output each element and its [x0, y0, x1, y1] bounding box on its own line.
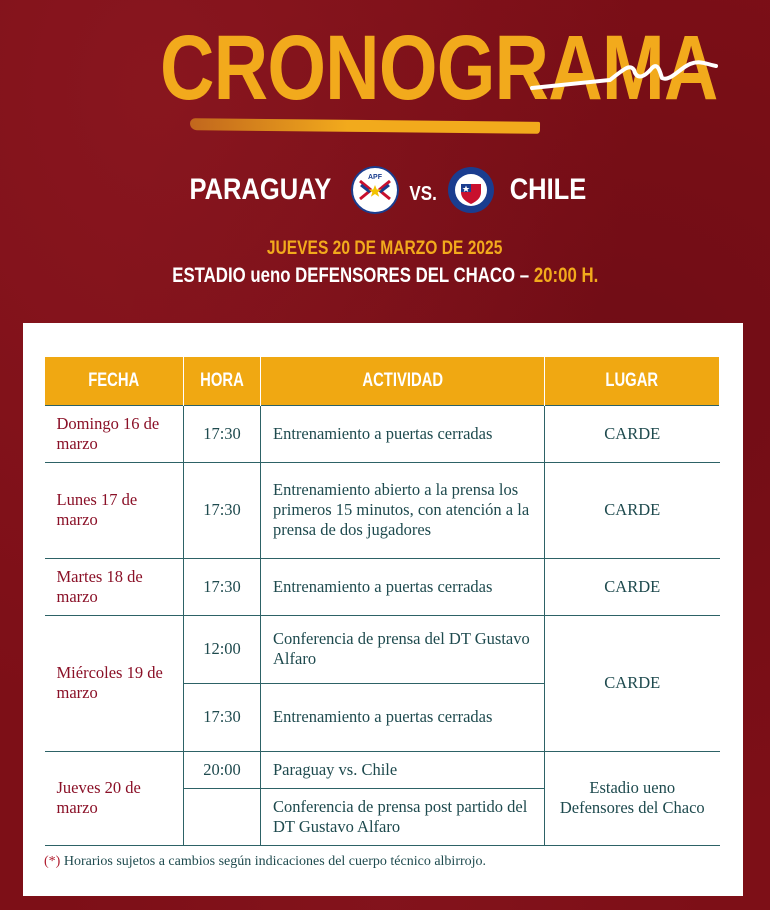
cell-fecha: Domingo 16 de marzo [45, 405, 184, 462]
table-row [45, 751, 720, 788]
title-block [160, 17, 720, 140]
cell-lugar: CARDE [545, 462, 720, 558]
cell-actividad: Entrenamiento abierto a la prensa los primeros 15 minutos, con atención a la prensa de dos jugadores [261, 462, 545, 558]
cell-hora: 12:00 [184, 615, 261, 683]
cell-fecha: Lunes 17 de marzo [45, 462, 184, 558]
cell-actividad: Conferencia de prensa post partido del DT Gustavo Alfaro [261, 788, 545, 845]
svg-text:APF: APF [368, 174, 383, 181]
squiggle-decoration [530, 58, 720, 98]
schedule-card [23, 323, 743, 896]
match-venue-time [0, 264, 770, 288]
cell-actividad: Paraguay vs. Chile [261, 751, 545, 788]
table-row [45, 405, 720, 462]
cell-lugar: CARDE [545, 405, 720, 462]
match-time: 20:00 H. [533, 264, 598, 287]
cell-actividad: Entrenamiento a puertas cerradas [261, 683, 545, 751]
cell-fecha: Miércoles 19 de marzo [45, 615, 184, 751]
venue-name: ESTADIO ueno DEFENSORES DEL CHACO [171, 264, 515, 287]
table-row [45, 558, 720, 615]
footnote-text: Horarios sujetos a cambios según indicaciones del cuerpo técnico albirrojo. [60, 854, 487, 869]
footnote [44, 854, 486, 870]
title-underline [190, 118, 540, 134]
header-lugar: LUGAR [545, 357, 720, 405]
cell-lugar: CARDE [545, 558, 720, 615]
cell-lugar: Estadio ueno Defensores del Chaco [545, 751, 720, 845]
header-hora: HORA [184, 357, 261, 405]
table-row [45, 462, 720, 558]
cell-hora: 17:30 [184, 405, 261, 462]
cell-hora: 20:00 [184, 751, 261, 788]
home-team: PARAGUAY [189, 173, 331, 206]
page-title: CRONOGRAMA [160, 17, 718, 119]
table-header-row [45, 357, 720, 405]
header-fecha: FECHA [45, 357, 184, 405]
cell-fecha: Jueves 20 de marzo [45, 751, 184, 845]
cell-actividad: Entrenamiento a puertas cerradas [261, 558, 545, 615]
match-date: JUEVES 20 DE MARZO DE 2025 [267, 238, 503, 259]
cell-actividad: Entrenamiento a puertas cerradas [261, 405, 545, 462]
cell-actividad: Conferencia de prensa del DT Gustavo Alfaro [261, 615, 545, 683]
match-line [0, 162, 770, 218]
cell-hora: 17:30 [184, 462, 261, 558]
away-team: CHILE [510, 173, 587, 206]
footnote-marker: (*) [44, 854, 61, 869]
dash: – [519, 264, 529, 287]
table-row [45, 615, 720, 683]
cell-hora: 17:30 [184, 558, 261, 615]
paraguay-badge-icon [351, 166, 399, 214]
cell-fecha: Martes 18 de marzo [45, 558, 184, 615]
schedule-table [44, 357, 720, 846]
cell-hora: 17:30 [184, 683, 261, 751]
cell-lugar: CARDE [545, 615, 720, 751]
cell-hora [184, 788, 261, 845]
chile-badge-icon [447, 166, 495, 214]
header-actividad: ACTIVIDAD [261, 357, 545, 405]
vs-label: VS. [409, 182, 438, 205]
